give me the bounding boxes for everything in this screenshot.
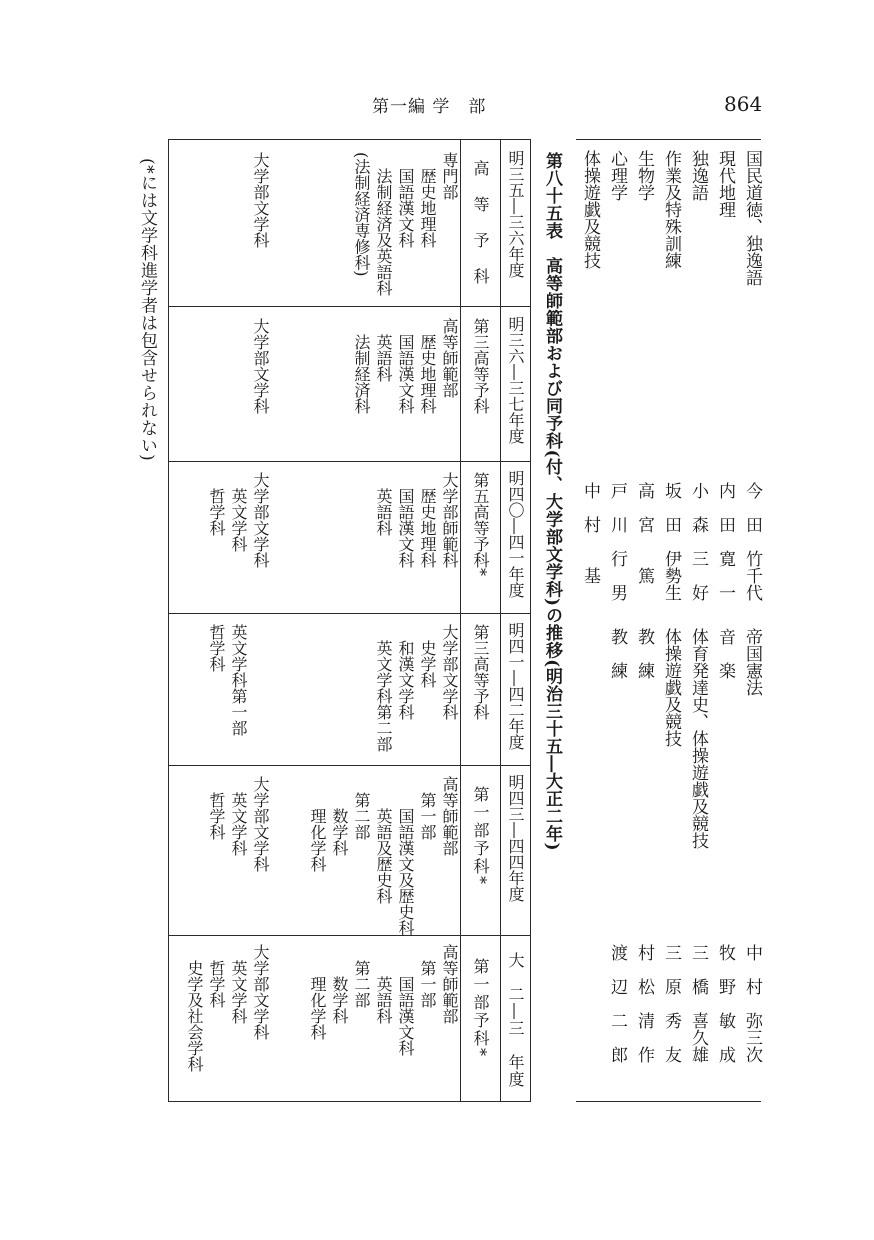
subject-text: 作業及特殊訓練 — [661, 150, 681, 269]
course-name: 和漢文学科 — [396, 624, 415, 720]
teacher-name: 渡 辺 二 郎 — [607, 944, 627, 1063]
teacher-name: 戸 川 行 男 — [607, 482, 627, 601]
table-title: 第八十五表 高等師範部および同予科(付、大学部文学科)の推移(明治三十五―大正二年) — [542, 152, 562, 852]
teacher-name: 牧 野 敏 成 — [715, 944, 735, 1063]
univ-course: 大学部文学科 — [251, 318, 270, 414]
period-courses — [309, 776, 457, 936]
yoka-name: 第三高等予科 — [471, 624, 490, 720]
course-name: (法制経済専修科) — [352, 152, 371, 277]
rule-year-col — [500, 139, 501, 1102]
period-year: 明四一―四二年度 — [506, 622, 525, 750]
course-name: 第二部 — [352, 776, 371, 840]
rule-table-bottom — [168, 1101, 531, 1102]
univ-course: 英文学科第一部 — [229, 624, 248, 736]
course-name: 史学科 — [418, 624, 437, 688]
period-univ — [252, 152, 268, 248]
rule-row-4 — [168, 765, 531, 766]
period-courses — [375, 624, 457, 752]
period-year: 明三五―三六年度 — [506, 150, 525, 278]
teacher-name: 三 橋 喜久雄 — [688, 944, 708, 1063]
course-name: 大学部師範科 — [440, 472, 459, 568]
period-year: 明四〇―四一年度 — [506, 470, 525, 598]
course-name: 国語漢文科 — [396, 152, 415, 248]
subject-text: 国民道徳、独逸語 — [742, 150, 762, 286]
rule-table-right — [530, 139, 531, 1102]
course-name: 理化学科 — [308, 944, 327, 1040]
rule-row-1 — [168, 306, 531, 307]
univ-course: 哲学科 — [207, 624, 226, 672]
univ-course: 大学部文学科 — [251, 152, 270, 248]
course-name: 国語漢文科 — [396, 944, 415, 1056]
rule-subjects-bottom — [576, 1101, 761, 1102]
univ-course: 哲学科 — [207, 944, 226, 1008]
course-name: 高等師範部 — [440, 776, 459, 856]
course-name: 数学科 — [330, 776, 349, 856]
univ-course — [252, 624, 268, 736]
subject-text: 現代地理 — [715, 150, 735, 218]
period-courses — [309, 944, 457, 1056]
course-name: 高等師範部 — [440, 318, 459, 398]
period-univ — [208, 624, 268, 736]
yoka-name: 第三高等予科 — [471, 318, 490, 414]
subject-text: 体操遊戯及競技 — [661, 628, 681, 747]
univ-course: 大学部文学科 — [251, 776, 270, 872]
rule-yoka-col — [460, 139, 461, 1102]
subject-text: 帝国憲法 — [742, 628, 762, 696]
course-name: 英語科 — [374, 318, 393, 382]
yoka-name: 高 等 予 科 — [471, 160, 490, 286]
period-year: 明四三―四四年度 — [506, 774, 525, 902]
course-name: 歴史地理科 — [418, 318, 437, 414]
course-name: 法制経済及英語科 — [374, 152, 393, 296]
subject-text: 教 練 — [607, 628, 627, 679]
univ-course: 哲学科 — [207, 776, 226, 840]
course-name: 専門部 — [440, 152, 459, 200]
rule-row-3 — [168, 613, 531, 614]
course-name: 英語科 — [374, 944, 393, 1024]
yoka-name: 第一部予科* — [471, 786, 490, 886]
rule-table-top — [168, 139, 531, 140]
period-univ — [186, 944, 268, 1072]
teacher-name: 三 原 秀 友 — [661, 944, 681, 1063]
teacher-name: 坂 田 伊勢生 — [661, 482, 681, 601]
subject-text: 音 楽 — [715, 628, 735, 679]
course-name: 大学部文学科 — [440, 624, 459, 720]
period-year: 明三六―三七年度 — [506, 316, 525, 444]
course-name: 国語漢文科 — [396, 472, 415, 568]
subject-text: 体育発達史、体操遊戯及競技 — [688, 628, 708, 849]
yoka-name: 第一部予科* — [471, 958, 490, 1058]
course-name: 数学科 — [330, 944, 349, 1024]
course-name: 歴史地理科 — [418, 152, 437, 248]
teacher-name: 村 松 清 作 — [634, 944, 654, 1063]
subjects-mid-column — [598, 628, 760, 849]
teacher-name: 今 田 竹千代 — [742, 482, 762, 601]
course-name: 国語漢文科 — [396, 318, 415, 414]
subject-text: 独逸語 — [688, 150, 708, 201]
period-courses — [375, 472, 457, 568]
subject-text: 生物学 — [634, 150, 654, 201]
page-title: 第一編 学 部 — [372, 97, 487, 117]
course-name: 歴史地理科 — [418, 472, 437, 568]
teacher-name: 中 村 基 — [580, 482, 600, 584]
rule-row-2 — [168, 461, 531, 462]
univ-course: 英文学科 — [229, 776, 248, 856]
univ-course: 大学部文学科 — [251, 944, 270, 1040]
period-year: 大 二―三 年度 — [506, 952, 525, 1088]
univ-course: 大学部文学科 — [251, 472, 270, 568]
course-name: 国語漢文及歴史科 — [396, 776, 415, 936]
course-name: 高等師範部 — [440, 944, 459, 1024]
course-name: 英語科 — [374, 472, 393, 536]
subject-text: 心理学 — [607, 150, 627, 201]
teacher-name: 小 森 三 好 — [688, 482, 708, 601]
course-name: 第一部 — [418, 944, 437, 1008]
period-courses — [353, 318, 457, 414]
univ-course: 英文学科 — [229, 944, 248, 1024]
course-name: 法制経済科 — [352, 318, 371, 414]
teachers-bottom-column — [598, 944, 760, 1063]
course-name: 第二部 — [352, 944, 371, 1008]
subject-text: 教 練 — [634, 628, 654, 679]
teacher-name: 中 村 弥三次 — [742, 944, 762, 1063]
teachers-mid-column — [581, 482, 760, 601]
univ-course: 史学及社会学科 — [185, 944, 204, 1072]
teacher-name: 内 田 寛 一 — [715, 482, 735, 601]
course-name: 英文学科第二部 — [374, 624, 393, 752]
rule-subjects-top — [576, 139, 761, 140]
subject-text: 体操遊戯及競技 — [580, 150, 600, 269]
period-univ — [208, 472, 268, 568]
period-courses — [353, 152, 457, 296]
subjects-top-column — [581, 150, 760, 286]
univ-course: 英文学科 — [229, 472, 248, 552]
rule-table-left — [168, 139, 169, 1102]
teacher-name: 高 宮 篤 — [634, 482, 654, 584]
period-univ — [252, 318, 268, 414]
univ-course: 哲学科 — [207, 472, 226, 536]
course-name: 第一部 — [418, 776, 437, 840]
course-name: 英語及歴史科 — [374, 776, 393, 904]
table-note: (*には文学科進学者は包含せられない) — [137, 158, 157, 462]
page-number: 864 — [724, 92, 763, 116]
period-univ — [208, 776, 268, 872]
yoka-name: 第五高等予科* — [471, 472, 490, 576]
course-name: 理化学科 — [308, 776, 327, 872]
